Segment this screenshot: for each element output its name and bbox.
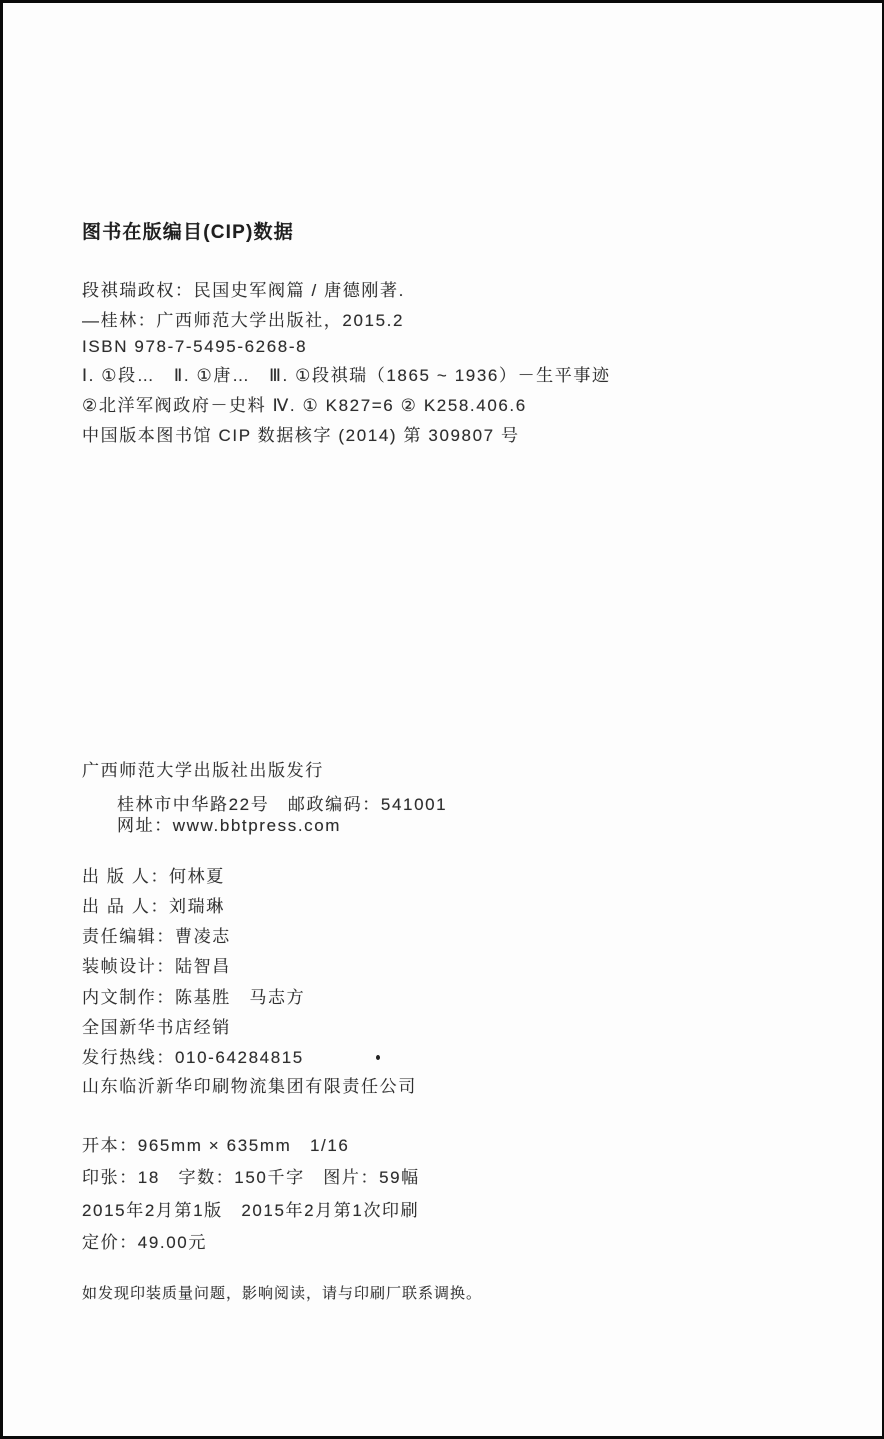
printing-format: 开本：965mm × 635mm 1/16 <box>82 1136 350 1155</box>
printing-edition: 2015年2月第1版 2015年2月第1次印刷 <box>82 1201 420 1220</box>
colophon-hotline: 发行热线：010-64284815 <box>82 1048 304 1067</box>
printing-sheets: 印张：18 字数：150千字 图片：59幅 <box>82 1168 420 1187</box>
colophon-distribution: 全国新华书店经销 <box>82 1018 231 1037</box>
cip-record-line: 中国版本图书馆 CIP 数据核字 (2014) 第 309807 号 <box>82 426 520 445</box>
colophon-editor: 责任编辑：曹凌志 <box>82 927 231 946</box>
colophon-publisher-person: 出 版 人：何林夏 <box>82 867 225 886</box>
colophon-printer: 山东临沂新华印刷物流集团有限责任公司 <box>82 1077 417 1096</box>
printing-price: 定价：49.00元 <box>82 1233 207 1252</box>
colophon-producer-person: 出 品 人：刘瑞琳 <box>82 897 225 916</box>
colophon-designer: 装帧设计：陆智昌 <box>82 957 231 976</box>
cip-classification-line-2: ②北洋军阀政府－史料 Ⅳ. ① K827=6 ② K258.406.6 <box>82 396 527 415</box>
cip-title-line: 段祺瑞政权：民国史军阀篇 / 唐德刚著. <box>82 281 405 300</box>
publisher-website-line: 网址：www.bbtpress.com <box>117 816 342 835</box>
scan-edge-left <box>0 0 3 1439</box>
quality-notice: 如发现印装质量问题，影响阅读，请与印刷厂联系调换。 <box>82 1285 483 1302</box>
cip-heading: 图书在版编目(CIP)数据 <box>82 222 294 243</box>
publisher-name-line: 广西师范大学出版社出版发行 <box>82 761 324 780</box>
ink-speck-artifact <box>376 1055 380 1060</box>
cip-classification-line-1: Ⅰ. ①段… Ⅱ. ①唐… Ⅲ. ①段祺瑞（1865 ~ 1936）－生平事迹 <box>82 366 611 385</box>
cip-isbn-line: ISBN 978-7-5495-6268-8 <box>82 337 308 356</box>
colophon-typesetters: 内文制作：陈基胜 马志方 <box>82 988 306 1007</box>
scan-edge-top <box>0 0 884 3</box>
publisher-address-line: 桂林市中华路22号 邮政编码：541001 <box>117 795 448 814</box>
cip-imprint-line: —桂林：广西师范大学出版社，2015.2 <box>82 311 404 330</box>
